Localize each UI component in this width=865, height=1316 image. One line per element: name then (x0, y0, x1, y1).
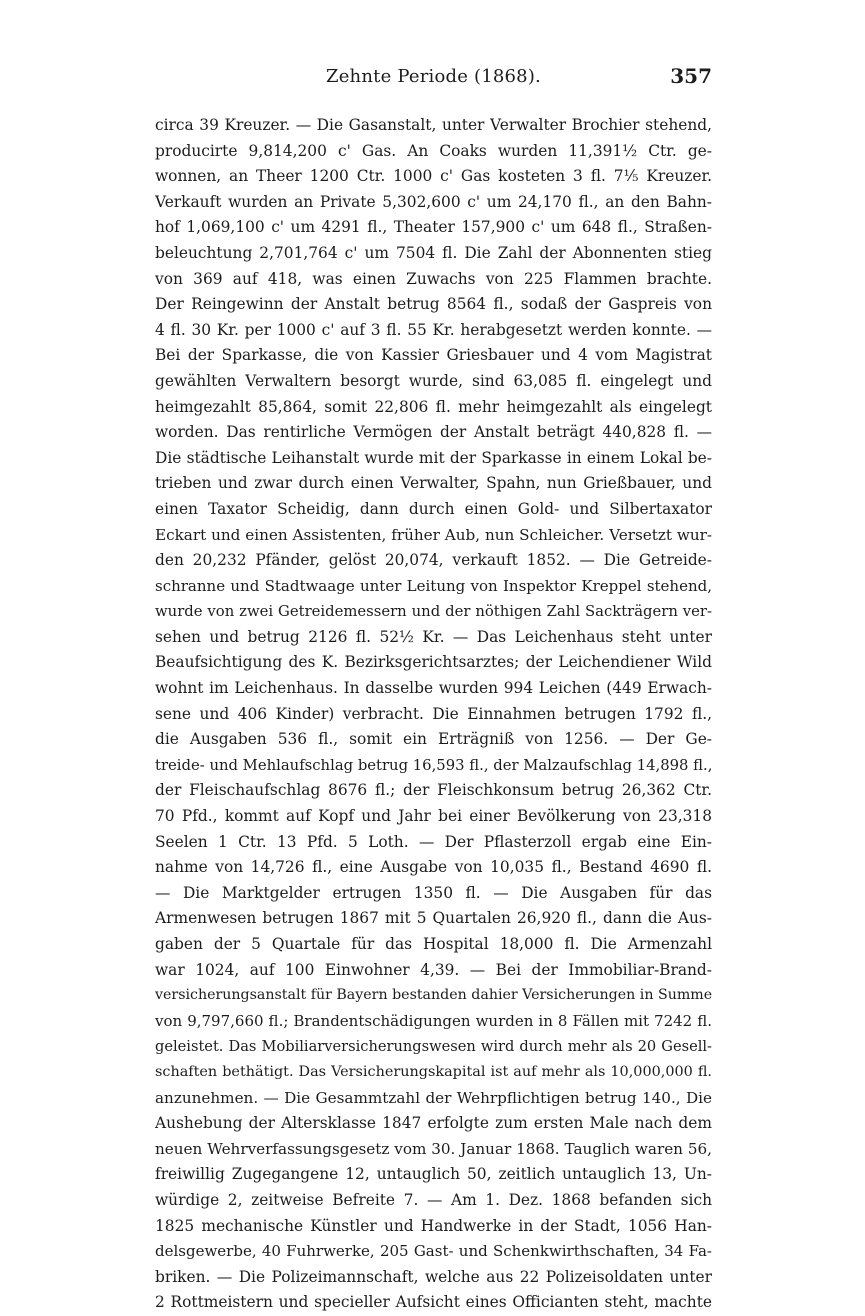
text-line: hof 1,069,100 c' um 4291 fl., Theater 157,900 c' um 648 fl., Straßen- (155, 218, 712, 237)
text-line: heimgezahlt 85,864, somit 22,806 fl. mehr heimgezahlt als eingelegt (155, 397, 712, 416)
text-line: von 9,797,660 fl.; Brandentschädigungen wurden in 8 Fällen mit 7242 fl. (155, 1011, 712, 1030)
text-line: war 1024, auf 100 Einwohner 4,39. — Bei der Immobiliar-Brand- (155, 960, 712, 979)
text-line: schaften bethätigt. Das Versicherungskapital ist auf mehr als 10,000,000 fl. (155, 1063, 712, 1080)
text-line: briken. — Die Polizeimannschaft, welche aus 22 Polizeisoldaten unter (155, 1267, 712, 1286)
text-line: sehen und betrug 2126 fl. 52½ Kr. — Das Leichenhaus steht unter (155, 627, 712, 646)
text-line: Eckart und einen Assistenten, früher Aub, nun Schleicher. Versetzt wur- (155, 525, 712, 544)
text-line: den 20,232 Pfänder, gelöst 20,074, verkauft 1852. — Die Getreide- (155, 551, 712, 570)
text-line: delsgewerbe, 40 Fuhrwerke, 205 Gast- und Schenkwirthschaften, 34 Fa- (155, 1242, 712, 1261)
text-line: geleistet. Das Mobiliarversicherungswesen wird durch mehr als 20 Gesell- (155, 1038, 712, 1056)
text-line: sene und 406 Kinder) verbracht. Die Einnahmen betrugen 1792 fl., (155, 704, 712, 723)
text-line: wohnt im Leichenhaus. In dasselbe wurden 994 Leichen (449 Erwach- (155, 679, 712, 698)
text-line: trieben und zwar durch einen Verwalter, Spahn, nun Grießbauer, und (155, 474, 712, 493)
text-line: Der Reingewinn der Anstalt betrug 8564 fl., sodaß der Gaspreis von (155, 295, 712, 314)
text-line: der Fleischaufschlag 8676 fl.; der Fleischkonsum betrug 26,362 Ctr. (155, 781, 712, 800)
text-line: beleuchtung 2,701,764 c' um 7504 fl. Die Zahl der Abonnenten stieg (155, 243, 712, 262)
text-line: Verkauft wurden an Private 5,302,600 c' um 24,170 fl., an den Bahn- (155, 192, 712, 211)
text-line: gewählten Verwaltern besorgt wurde, sind 63,085 fl. eingelegt und (155, 371, 712, 390)
running-title: Zehnte Periode (1868). (326, 66, 541, 87)
text-line: Aushebung der Altersklasse 1847 erfolgte zum ersten Male nach dem (155, 1114, 712, 1133)
page-header (155, 62, 712, 92)
text-line: schranne und Stadtwaage unter Leitung von Inspektor Kreppel stehend, (155, 576, 712, 595)
text-line: producirte 9,814,200 c' Gas. An Coaks wurden 11,391½ Ctr. ge- (155, 141, 712, 160)
text-line: Seelen 1 Ctr. 13 Pfd. 5 Loth. — Der Pflasterzoll ergab eine Ein- (155, 832, 712, 851)
text-line: freiwillig Zugegangene 12, untauglich 50, zeitlich untauglich 13, Un- (155, 1165, 712, 1184)
text-line: 2 Rottmeistern und specieller Aufsicht eines Officianten steht, machte (155, 1293, 712, 1312)
text-line: gaben der 5 Quartale für das Hospital 18,000 fl. Die Armenzahl (155, 935, 712, 953)
text-line: Bei der Sparkasse, die von Kassier Griesbauer und 4 vom Magistrat (155, 346, 712, 365)
text-line: 4 fl. 30 Kr. per 1000 c' auf 3 fl. 55 Kr. herabgesetzt werden konnte. — (155, 320, 712, 339)
text-line: einen Taxator Scheidig, dann durch einen Gold- und Silbertaxator (155, 499, 712, 518)
text-line: nahme von 14,726 fl., eine Ausgabe von 10,035 fl., Bestand 4690 fl. (155, 858, 712, 877)
text-line: wonnen, an Theer 1200 Ctr. 1000 c' Gas kosteten 3 fl. 7⅕ Kreuzer. (155, 167, 712, 186)
text-line: Die städtische Leihanstalt wurde mit der Sparkasse in einem Lokal be- (155, 448, 712, 467)
text-line: circa 39 Kreuzer. — Die Gasanstalt, unter Verwalter Brochier stehend, (155, 116, 712, 134)
text-line: anzunehmen. — Die Gesammtzahl der Wehrpflichtigen betrug 140., Die (155, 1088, 712, 1107)
text-line: versicherungsanstalt für Bayern bestanden dahier Versicherungen in Summe (155, 987, 712, 1004)
text-line: — Die Marktgelder ertrugen 1350 fl. — Die Ausgaben für das (155, 883, 712, 902)
text-line: die Ausgaben 536 fl., somit ein Erträgniß von 1256. — Der Ge- (155, 730, 712, 749)
text-line: 1825 mechanische Künstler und Handwerke in der Stadt, 1056 Han- (155, 1216, 712, 1235)
text-line: treide- und Mehlaufschlag betrug 16,593 fl., der Malzaufschlag 14,898 fl., (155, 756, 712, 774)
text-line: von 369 auf 418, was einen Zuwachs von 225 Flammen brachte. (155, 269, 712, 288)
text-line: Armenwesen betrugen 1867 mit 5 Quartalen 26,920 fl., dann die Aus- (155, 909, 712, 928)
text-line: neuen Wehrverfassungsgesetz vom 30. Januar 1868. Tauglich waren 56, (155, 1139, 712, 1158)
text-line: worden. Das rentirliche Vermögen der Anstalt beträgt 440,828 fl. — (155, 423, 712, 442)
body-text (155, 113, 712, 1316)
page-number: 357 (670, 64, 712, 88)
text-line: wurde von zwei Getreidemessern und der nöthigen Zahl Sackträgern ver- (155, 603, 712, 621)
text-line: 70 Pfd., kommt auf Kopf und Jahr bei einer Bevölkerung von 23,318 (155, 807, 712, 826)
text-line: würdige 2, zeitweise Befreite 7. — Am 1. Dez. 1868 befanden sich (155, 1190, 712, 1209)
text-line: Beaufsichtigung des K. Bezirksgerichtsarztes; der Leichendiener Wild (155, 653, 712, 672)
